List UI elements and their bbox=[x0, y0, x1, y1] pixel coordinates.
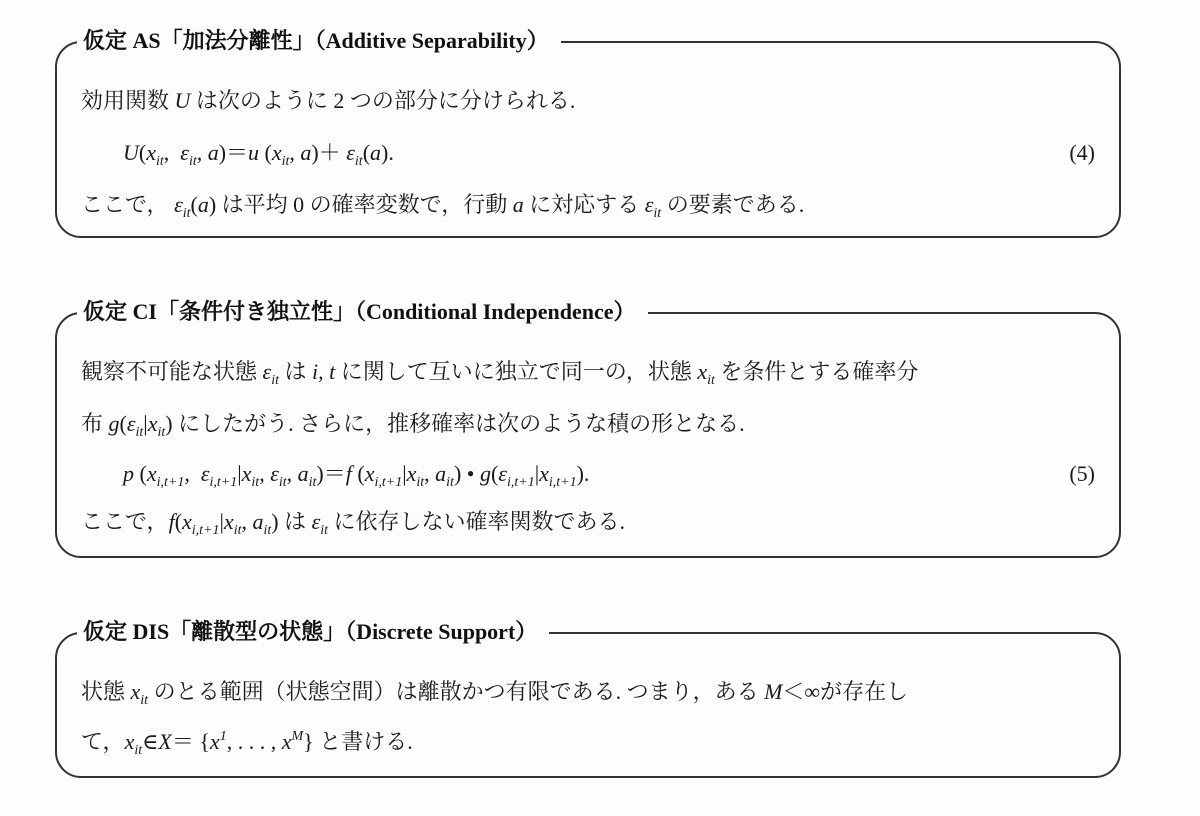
text-span: と書ける. bbox=[313, 729, 413, 754]
text-span: 状態 bbox=[81, 679, 131, 704]
assumption-box-dis bbox=[55, 619, 1121, 778]
text-span: 効用関数 bbox=[81, 88, 175, 113]
text-span: に関して互いに独立で同一の，状態 bbox=[335, 359, 698, 384]
ci-intro-line-1: 観察不可能な状態 $\varepsilon_{it}$ は i, t に関して互いに独立で同一の，状態 $x_{it}$ を条件とする確率分 bbox=[81, 359, 919, 388]
assumption-title-ci: 仮定 CI「条件付き独立性」（Conditional Independence） bbox=[77, 297, 648, 327]
ci-note: ここで，$f(x_{i,t+1}|x_{it}$, $a_{it}$) は $\varepsilon_{it}$ に依存しない確率関数である. bbox=[81, 509, 626, 538]
text-span: に対応する bbox=[523, 192, 645, 217]
text-span: は bbox=[278, 509, 312, 534]
text-span: ここで， bbox=[81, 509, 169, 534]
ci-intro-line-2: 布 $g(\varepsilon_{it}|x_{it})$ にしたがう. さらに，推移確率は次のような積の形となる. bbox=[81, 411, 745, 440]
assumption-box-ci bbox=[55, 299, 1121, 558]
as-note: ここで， $\varepsilon_{it}(a)$ は平均 0 の確率変数で，行動 a に対応する $\varepsilon_{it}$ の要素である. bbox=[81, 192, 805, 221]
assumption-title-as: 仮定 AS「加法分離性」（Additive Separability） bbox=[77, 26, 561, 56]
text-span: 観察不可能な状態 bbox=[81, 359, 263, 384]
equation-4: $U(x_{it}$, $\varepsilon_{it}$, a)＝u ($x_{it}$, $a)+ \varepsilon_{it}(a)$. bbox=[123, 140, 394, 169]
dis-line-2: て，$x_{it}\in X= \{x^1$, . . . , $x^M$} と書ける. bbox=[81, 729, 413, 758]
text-span: ここで， bbox=[81, 192, 175, 217]
text-span: の要素である. bbox=[661, 192, 805, 217]
assumption-box-as bbox=[55, 28, 1121, 238]
text-span: は平均 0 の確率変数で，行動 bbox=[216, 192, 513, 217]
equation-number-4: (4) bbox=[1069, 140, 1095, 165]
as-intro: 効用関数 U は次のように 2 つの部分に分けられる. bbox=[81, 88, 576, 113]
text-span: は bbox=[278, 359, 312, 384]
text-span: て， bbox=[81, 729, 125, 754]
equation-5: p ($x_{i,t+1}$, $\varepsilon_{i,t+1}|x_{it}$, $\varepsilon_{it}$, $a_{it})=f$ ($x_{i,t+1}|x_{it}$, $a_{it}$) • $g(\varepsilon_{i,t+1}|x_{i,t+1})$. bbox=[123, 461, 590, 490]
assumption-title-dis: 仮定 DIS「離散型の状態」（Discrete Support） bbox=[77, 617, 549, 647]
text-span: は次のように 2 つの部分に分けられる. bbox=[190, 88, 576, 113]
text-span: を条件とする確率分 bbox=[714, 359, 919, 384]
text-span: 布 bbox=[81, 411, 109, 436]
dis-line-1: 状態 $x_{it}$ のとる範囲（状態空間）は離散かつ有限である. つまり，ある M＜∞が存在し bbox=[81, 679, 909, 708]
text-span: のとる範囲（状態空間）は離散かつ有限である. つまり，ある bbox=[148, 679, 765, 704]
equation-number-5: (5) bbox=[1069, 461, 1095, 486]
text-span: が存在し bbox=[820, 679, 909, 704]
text-span: に依存しない確率関数である. bbox=[328, 509, 626, 534]
text-span: にしたがう. さらに，推移確率は次のような積の形となる. bbox=[172, 411, 745, 436]
